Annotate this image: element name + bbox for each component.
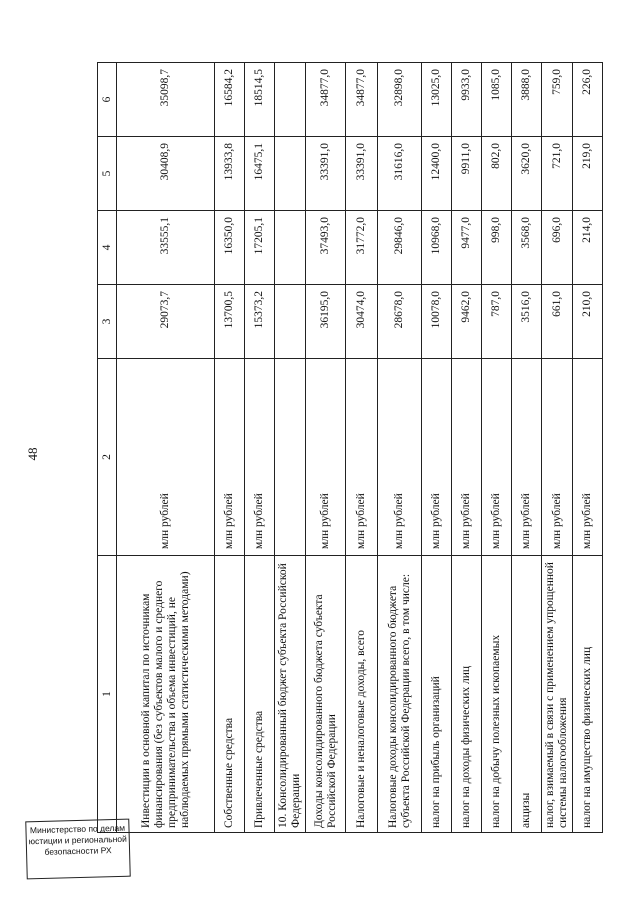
row-unit: млн рублей (215, 359, 245, 556)
value-col-4: 998,0 (482, 211, 512, 285)
row-label: Привлеченные средства (245, 556, 275, 833)
value-col-6: 32898,0 (378, 63, 422, 137)
row-unit: млн рублей (245, 359, 275, 556)
row-unit: млн рублей (452, 359, 482, 556)
row-label: налог на прибыль организаций (422, 556, 452, 833)
table-row (346, 63, 378, 833)
value-col-3: 210,0 (573, 285, 603, 359)
value-col-4: 33555,1 (117, 211, 215, 285)
value-col-4: 29846,0 (378, 211, 422, 285)
value-col-4: 214,0 (573, 211, 603, 285)
value-col-6: 35098,7 (117, 63, 215, 137)
table-row (542, 63, 573, 833)
table-row (378, 63, 422, 833)
row-unit: млн рублей (306, 359, 346, 556)
value-col-6: 34877,0 (346, 63, 378, 137)
value-col-4: 9477,0 (452, 211, 482, 285)
value-col-3: 787,0 (482, 285, 512, 359)
value-col-6: 16584,2 (215, 63, 245, 137)
value-col-6: 226,0 (573, 63, 603, 137)
column-header: 1 (98, 556, 117, 833)
value-col-6: 3888,0 (512, 63, 542, 137)
value-col-3: 36195,0 (306, 285, 346, 359)
row-label: налог на имущество физических лиц (573, 556, 603, 833)
value-col-5: 721,0 (542, 137, 573, 211)
value-col-4: 696,0 (542, 211, 573, 285)
value-col-5 (275, 137, 306, 211)
value-col-3: 15373,2 (245, 285, 275, 359)
value-col-5: 219,0 (573, 137, 603, 211)
column-header: 4 (98, 211, 117, 285)
table-row (245, 63, 275, 833)
row-unit: млн рублей (482, 359, 512, 556)
value-col-3: 10078,0 (422, 285, 452, 359)
row-unit: млн рублей (117, 359, 215, 556)
value-col-5: 3620,0 (512, 137, 542, 211)
row-label: Налоговые доходы консолидированного бюджета субъекта Российской Федерации всего, в том числе: (378, 556, 422, 833)
value-col-6: 759,0 (542, 63, 573, 137)
stamp-line: Министерство по делам (29, 822, 126, 836)
row-unit: млн рублей (542, 359, 573, 556)
stamp-line: юстиции и региональной (28, 833, 127, 847)
value-col-5: 12400,0 (422, 137, 452, 211)
value-col-5: 33391,0 (346, 137, 378, 211)
value-col-4: 10968,0 (422, 211, 452, 285)
value-col-3: 9462,0 (452, 285, 482, 359)
value-col-5: 33391,0 (306, 137, 346, 211)
row-unit: млн рублей (422, 359, 452, 556)
value-col-6: 18514,5 (245, 63, 275, 137)
row-unit: млн рублей (512, 359, 542, 556)
table-rotated-container (97, 63, 593, 833)
page-number: 48 (25, 447, 40, 461)
table-row (275, 63, 306, 833)
table-row (422, 63, 452, 833)
value-col-3: 29073,7 (117, 285, 215, 359)
row-unit: млн рублей (378, 359, 422, 556)
value-col-4: 16350,0 (215, 211, 245, 285)
row-unit: млн рублей (573, 359, 603, 556)
table-row (215, 63, 245, 833)
row-unit (275, 359, 306, 556)
data-table (97, 62, 603, 833)
column-header: 3 (98, 285, 117, 359)
ministry-stamp (25, 819, 130, 880)
table-row (306, 63, 346, 833)
header-row (98, 63, 117, 833)
value-col-3: 661,0 (542, 285, 573, 359)
value-col-3: 3516,0 (512, 285, 542, 359)
row-label: Налоговые и неналоговые доходы, всего (346, 556, 378, 833)
row-label: Доходы консолидированного бюджета субъекта Российской Федерации (306, 556, 346, 833)
value-col-3 (275, 285, 306, 359)
table-row (482, 63, 512, 833)
value-col-3: 28678,0 (378, 285, 422, 359)
value-col-4: 31772,0 (346, 211, 378, 285)
value-col-5: 9911,0 (452, 137, 482, 211)
value-col-6: 1085,0 (482, 63, 512, 137)
table-row (117, 63, 215, 833)
row-label: налог на добычу полезных ископаемых (482, 556, 512, 833)
table-row (512, 63, 542, 833)
column-header: 5 (98, 137, 117, 211)
table-row (452, 63, 482, 833)
row-label: Инвестиции в основной капитал по источникам финансирования (без субъектов малого и среднего предпринимательства и объема инвестиций, не наблюдаемых прямыми статистическими методами) (117, 556, 215, 833)
row-label: Собственные средства (215, 556, 245, 833)
value-col-6: 9933,0 (452, 63, 482, 137)
value-col-4: 17205,1 (245, 211, 275, 285)
value-col-4: 37493,0 (306, 211, 346, 285)
value-col-6: 13025,0 (422, 63, 452, 137)
row-label: 10. Консолидированный бюджет субъекта Российской Федерации (275, 556, 306, 833)
value-col-3: 30474,0 (346, 285, 378, 359)
row-unit: млн рублей (346, 359, 378, 556)
value-col-4: 3568,0 (512, 211, 542, 285)
table-row (573, 63, 603, 833)
column-header: 6 (98, 63, 117, 137)
value-col-5: 16475,1 (245, 137, 275, 211)
value-col-4 (275, 211, 306, 285)
row-label: акцизы (512, 556, 542, 833)
value-col-5: 30408,9 (117, 137, 215, 211)
value-col-6 (275, 63, 306, 137)
value-col-5: 31616,0 (378, 137, 422, 211)
value-col-5: 13933,8 (215, 137, 245, 211)
stamp-line: безопасности РХ (44, 845, 112, 857)
value-col-6: 34877,0 (306, 63, 346, 137)
row-label: налог на доходы физических лиц (452, 556, 482, 833)
value-col-5: 802,0 (482, 137, 512, 211)
value-col-3: 13700,5 (215, 285, 245, 359)
column-header: 2 (98, 359, 117, 556)
row-label: налог, взимаемый в связи с применением упрощенной системы налогообложения (542, 556, 573, 833)
